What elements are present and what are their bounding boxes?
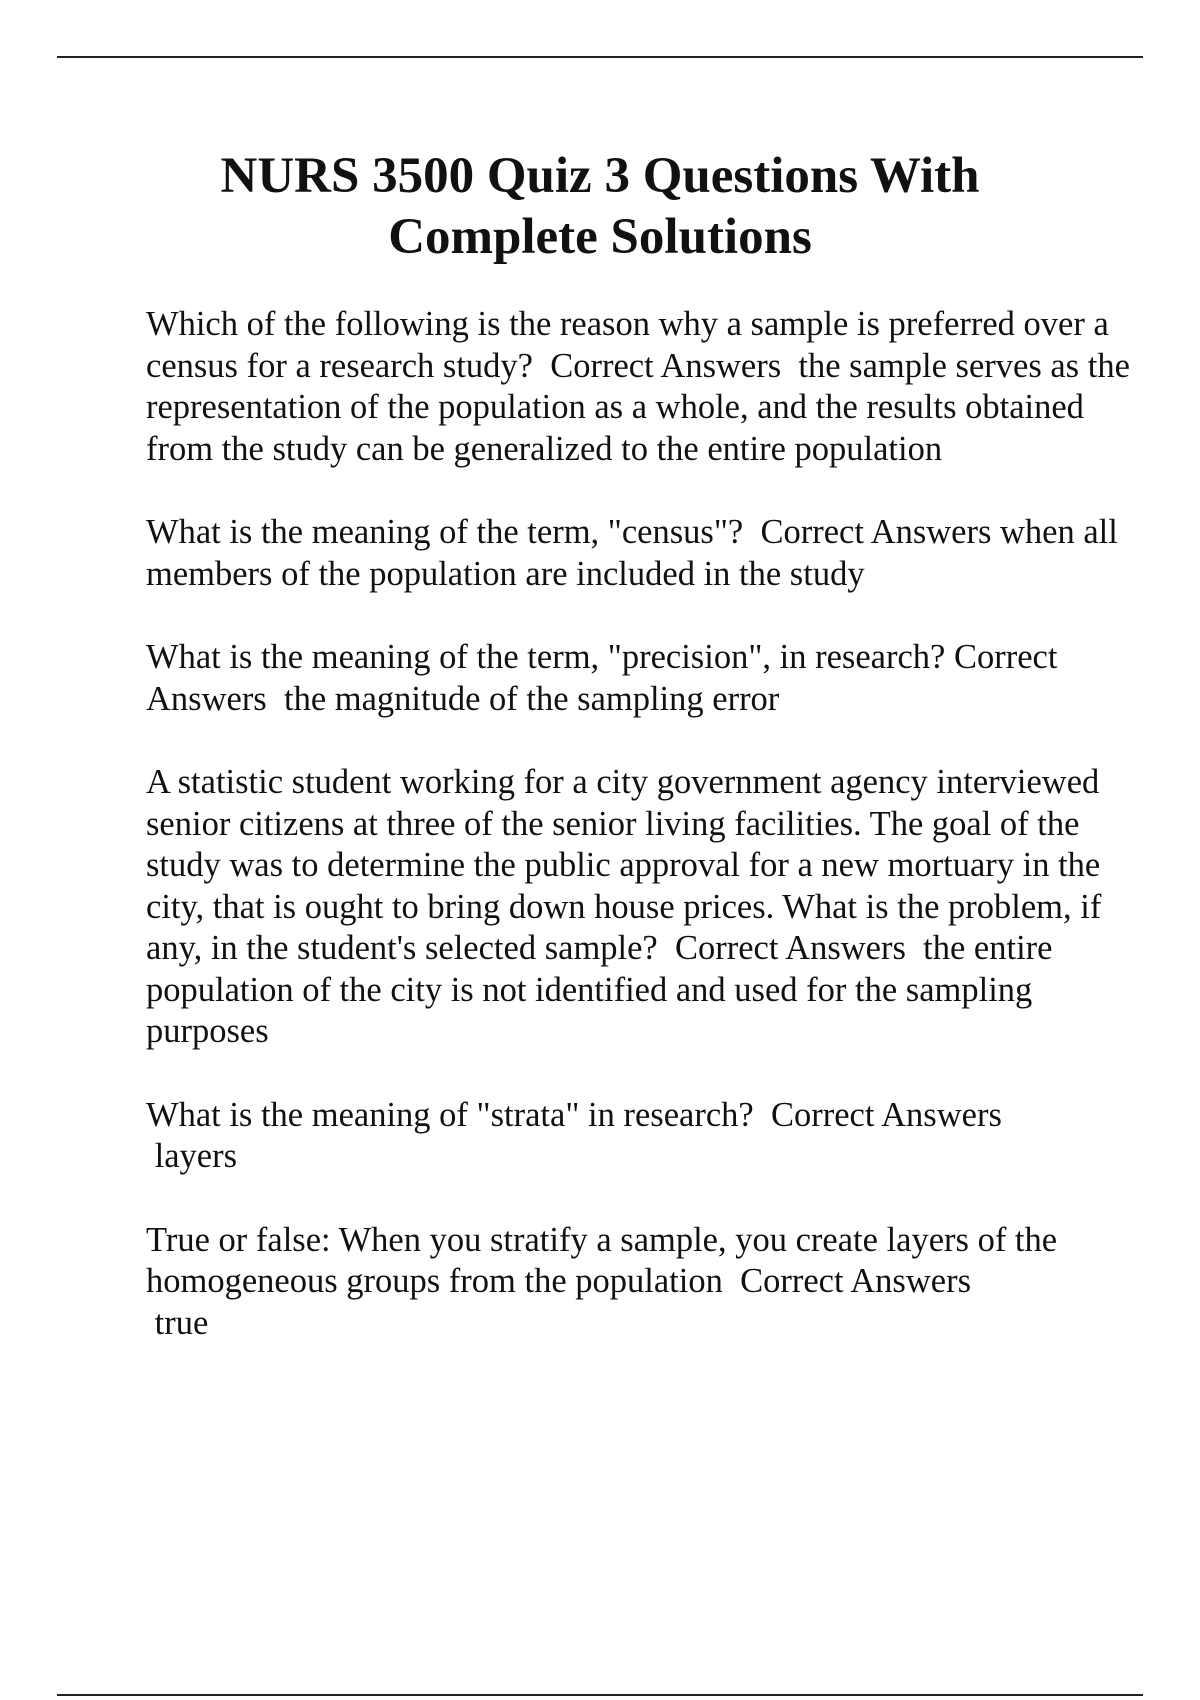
answer-label: Correct Answers [740, 1262, 971, 1300]
answer-label: Correct Answers [760, 513, 992, 551]
answer-text: the entire population of the city is not identified and used for the sampling purposes [146, 929, 1053, 1050]
answer-text: the magnitude of the sampling error [283, 679, 780, 718]
answer-text: when all members of the population are included in the study [146, 513, 1118, 593]
answer-text: the sample serves as the representation of the population as a whole, and the results obtained from the study can be generalized to the entire population [146, 346, 1130, 468]
top-rule [57, 56, 1143, 58]
answer-text: layers [154, 1137, 238, 1175]
answer-label: Correct Answers [675, 929, 906, 967]
qa-list [146, 304, 1146, 1386]
qa-item [146, 512, 1146, 595]
title-line-2: Complete Solutions [388, 209, 812, 265]
title-line-1: NURS 3500 Quiz 3 Questions With [220, 148, 980, 204]
bottom-rule [57, 1694, 1143, 1696]
question-text: A statistic student working for a city government agency interviewed senior citizens at three of the senior living facilities. The goal of the study was to determine the public approval for a new mortuary in the city, that is ought to bring down house prices. What is the problem, if any, in the student's selected sample? [146, 763, 1102, 967]
answer-label: Correct Answers [770, 1095, 1002, 1134]
qa-item [146, 762, 1146, 1053]
answer-label: Correct Answers [550, 346, 782, 385]
page-title [80, 146, 1120, 268]
qa-item [146, 304, 1146, 470]
question-text: Which of the following is the reason why a sample is preferred over a census for a research study? [146, 305, 1109, 385]
question-text: What is the meaning of the term, "precision", in research? [146, 638, 946, 676]
qa-item [146, 1220, 1146, 1345]
qa-item [146, 637, 1146, 720]
answer-text: true [154, 1303, 209, 1342]
question-text: What is the meaning of the term, "census"? [146, 513, 744, 551]
question-text: What is the meaning of "strata" in research? [146, 1095, 754, 1134]
answer-label: Correct Answers [146, 638, 1058, 718]
question-text: True or false: When you stratify a sample, you create layers of the homogeneous groups from the population [146, 1220, 1058, 1300]
qa-item [146, 1095, 1146, 1178]
